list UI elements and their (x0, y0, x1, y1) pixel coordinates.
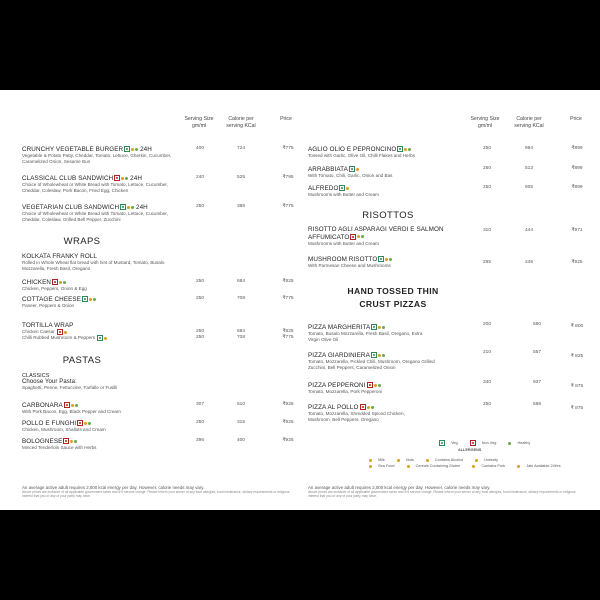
menu-item-classical-club-sandwich (22, 175, 302, 193)
serving-size: 295 (482, 260, 491, 265)
non-veg-icon (57, 329, 63, 335)
veg-icon (397, 146, 403, 152)
milk-icon (369, 459, 372, 462)
price: ₹925 (571, 260, 583, 265)
allergen-icon (59, 281, 62, 284)
item-name: PIZZA GIARDINIERA (308, 352, 370, 359)
unfaxity-icon (475, 459, 478, 462)
item-name: PIZZA MARGHERITA (308, 324, 371, 331)
veg-icon (124, 146, 130, 152)
item-name: VEGETARIAN CLUB SANDWICH (22, 204, 120, 211)
allergens-title: ALLERGENS (458, 448, 482, 452)
item-name: PIZZA AL POLLO (308, 404, 359, 411)
legend-veg: Veg (451, 441, 458, 445)
legend-gluten: Cereals Containing Gluten (415, 464, 461, 468)
allergen-icon (382, 326, 385, 329)
pastas-section-title: PASTAS (62, 355, 102, 366)
item-description: Chicken Caesar (22, 329, 55, 335)
24h-tag: 24H (130, 175, 143, 182)
legend-non-veg: Non Veg (481, 441, 497, 445)
price: ₹925 (282, 438, 294, 443)
menu-item-arrabbiata (308, 166, 588, 179)
allergen-legend-row-1 (368, 458, 508, 462)
price: ₹925 (282, 402, 294, 407)
legend-nuts: Nuts (405, 458, 414, 462)
allergen-icon (131, 206, 134, 209)
serving-size: 250 (195, 420, 204, 425)
allergen-icon (70, 440, 73, 443)
item-description: Tomato, Mozzarella, Pickled Chili, Mushroom, Oregano Grilled Zucchini, Bell Peppers, Caramelized Onion (308, 359, 435, 370)
item-description: Tomato, Mozzarella, Pork Pepperoni (308, 389, 383, 394)
allergen-icon (367, 406, 370, 409)
item-description: Chicken, Peppers, Onion & Egg (22, 286, 87, 291)
menu-item-classics (22, 373, 302, 391)
legend-healthy: Healthy (517, 441, 531, 445)
item-description: Mushrooms with Butter and Cream (308, 241, 379, 246)
legend-alcohol: Contains Alcohol (434, 458, 464, 462)
serving-size: 250 (195, 204, 204, 209)
item-description: Tomato, Busalo Mozzarella, Fresh Basil, Oregano, Extra Virgin Olive Oil (308, 331, 423, 342)
serving-size: 396 (195, 438, 204, 443)
price: ₹899 (571, 146, 583, 151)
legend-jain: Jain Available 24Hrs (526, 464, 561, 468)
legend-milk: Milk (378, 458, 385, 462)
non-veg-icon (350, 234, 356, 240)
allergen-icon (125, 177, 128, 180)
non-veg-icon (64, 402, 70, 408)
calorie: 724 (236, 146, 245, 151)
price: ₹775 (282, 146, 294, 151)
menu-item-pizza-al-pollo (308, 404, 588, 422)
calorie-footnote (308, 485, 578, 498)
risottos-section-title: RISOTTOS (362, 210, 414, 221)
item-description: With Parmesan Cheese and Mushrooms (308, 263, 391, 268)
item-description: Choice of Wholewheat or White Bread with Tomato, Lettuce, Cucumber, Cheddar, Coleslaw, Pork Bacon, Fried Egg, Chicken (22, 182, 168, 193)
gluten-icon (407, 465, 410, 468)
calorie: 557 (532, 350, 541, 355)
allergen-icon (371, 406, 374, 409)
menu-item-pizza-pepperoni (308, 382, 588, 395)
veg-icon (97, 335, 103, 341)
allergen-icon (346, 187, 349, 190)
price: ₹ 875 (570, 406, 584, 411)
item-name: CHICKEN (22, 279, 52, 286)
veg-icon (82, 296, 88, 302)
allergen-icon (404, 148, 407, 151)
24h-tag: 24H (135, 204, 148, 211)
veg-icon (378, 256, 384, 262)
menu-item-bolognese (22, 438, 302, 451)
menu-item-crunchy-vegetable-burger (22, 146, 302, 164)
serving-size: 250 (195, 296, 204, 301)
menu-item-tortilla-wrap (22, 322, 302, 341)
allergen-icon (356, 168, 359, 171)
non-veg-icon (367, 382, 373, 388)
allergen-icon (84, 422, 87, 425)
allergen-icon (131, 148, 134, 151)
menu-item-vegetarian-club-sandwich (22, 204, 302, 222)
item-description: Rolled in Whole Wheat flat bread with hint of Mustard, Tomato, Busalo Mozzarella, Fresh Basil, Oregano (22, 260, 165, 271)
calorie: 684 (236, 329, 245, 334)
allergen-icon (74, 440, 77, 443)
calorie: 708 (236, 335, 245, 340)
veg-icon (349, 166, 355, 172)
jain-icon (517, 465, 520, 468)
footer-text: An average active adult requires 2,000 kcal energy per day. However, calorie needs may vary. (308, 485, 491, 490)
price: ₹775 (282, 335, 294, 340)
healthy-icon (508, 442, 511, 445)
price: ₹971 (571, 228, 583, 233)
allergen-icon (89, 298, 92, 301)
serving-size-header: Serving Size gm/ml (184, 116, 214, 129)
allergen-icon (361, 235, 364, 238)
legend-seafood: Sea Food (378, 464, 395, 468)
calorie: 994 (524, 146, 533, 151)
allergen-icon (378, 326, 381, 329)
price: ₹795 (282, 175, 294, 180)
item-name: BOLOGNESE (22, 438, 63, 445)
item-description: Chicken, Mushroom, Shallots and Cream (22, 427, 106, 432)
price: ₹925 (282, 420, 294, 425)
item-name: AGLIO OLIO E PEPRONCINO (308, 146, 397, 153)
calorie: 400 (236, 438, 245, 443)
price: ₹825 (282, 279, 294, 284)
item-description: Minced Tenderloin Sauce with Herbs (22, 445, 97, 450)
allergen-icon (121, 177, 124, 180)
allergen-icon (93, 298, 96, 301)
serving-size: 250 (482, 166, 491, 171)
menu-item-risotto-asparagi (308, 226, 588, 247)
allergen-icon (104, 337, 107, 340)
calorie: 580 (532, 322, 541, 327)
price-header: Price (280, 116, 292, 122)
allergen-icon (88, 422, 91, 425)
allergen-icon (135, 148, 138, 151)
allergen-icon (378, 354, 381, 357)
price: ₹ 825 (570, 354, 584, 359)
serving-size: 307 (195, 402, 204, 407)
serving-size: 250 (195, 279, 204, 284)
item-name: POLLO E FUNGHI (22, 420, 77, 427)
allergen-icon (63, 281, 66, 284)
item-name: RISOTTO AGLI ASPARAGI VERDI E SALMON AFFUMICATO (308, 226, 444, 241)
veg-icon (339, 185, 345, 191)
menu-item-pizza-giardiniera (308, 352, 588, 370)
non-veg-icon (77, 420, 83, 426)
non-veg-icon (52, 279, 58, 285)
calorie: 598 (532, 402, 541, 407)
item-description: Tomato, Mozzarella, Shredded Spiced Chicken, Mushroom, Bell Peppers, Oregano (308, 411, 405, 422)
menu-item-alfredo (308, 185, 588, 198)
footer-text: An average active adult requires 2,000 kcal energy per day. However, calorie needs may vary. (22, 485, 205, 490)
item-description: Chilli Rubbed Mushroom & Peppers (22, 335, 96, 341)
price-header: Price (570, 116, 582, 122)
menu-item-aglio-olio (308, 146, 588, 159)
item-name: MUSHROOM RISOTTO (308, 256, 378, 263)
calorie: 525 (236, 175, 245, 180)
item-name: COTTAGE CHEESE (22, 296, 82, 303)
item-description: Vegetable & Potato Patty, Cheddar, Tomato, Lettuce, Gherkin, Cucumber, Caramelized Onion, Sesame Bun (22, 153, 172, 164)
price: ₹825 (282, 329, 294, 334)
item-description: Spaghetti, Penne, Fettuccine, Farfalle or Fusilli (22, 385, 118, 390)
menu-item-pizza-margherita (308, 324, 588, 342)
item-description: Choice of Wholewheat or White Bread with Tomato, Lettuce, Cucumber, Cheddar, Coleslaw, Grilled Bell Pepper, Zucchini (22, 211, 168, 222)
item-description: With Tomato, Chili, Garlic, Onion and Bas (308, 173, 393, 178)
serving-size: 250 (195, 335, 204, 340)
item-name: ARRABBIATA (308, 166, 348, 173)
serving-size: 340 (482, 380, 491, 385)
item-name: TORTILLA WRAP (22, 322, 74, 329)
allergen-icon (374, 384, 377, 387)
legend-unfaxity: Unfaxity (484, 458, 499, 462)
item-name: ALFREDO (308, 185, 339, 192)
calorie-header: Calorie per serving KCal (226, 116, 256, 129)
price: ₹775 (282, 296, 294, 301)
serving-size-header: Serving Size gm/ml (470, 116, 500, 129)
nuts-icon (397, 459, 400, 462)
price: ₹ 800 (570, 324, 584, 329)
item-name: KOLKATA FRANKY ROLL (22, 253, 98, 260)
serving-size: 200 (482, 322, 491, 327)
price: ₹899 (571, 185, 583, 190)
price: ₹775 (282, 204, 294, 209)
allergen-legend-row-2 (368, 464, 571, 468)
pork-icon (472, 465, 475, 468)
allergen-icon (385, 258, 388, 261)
calorie: 937 (532, 380, 541, 385)
24h-tag: 24H (140, 146, 152, 153)
allergen-icon (71, 404, 74, 407)
allergen-icon (357, 235, 360, 238)
item-subtitle: Choose Your Pasta: (22, 379, 77, 385)
calorie-header: Calorie per serving KCal (514, 116, 544, 129)
calorie: 444 (524, 228, 533, 233)
veg-icon (439, 440, 445, 446)
allergen-icon (389, 258, 392, 261)
serving-size: 210 (482, 350, 491, 355)
calorie: 513 (524, 166, 533, 171)
footer-small-print: Above prices are inclusive of all applicable government taxes and 5% service charge. Please inform your server of any food allergies, food intolerance, dietary requirements or religious interest that you or any of your party may have. (308, 490, 576, 499)
menu-item-mushroom-risotto (308, 256, 588, 269)
calorie: 610 (236, 402, 245, 407)
allergen-icon (382, 354, 385, 357)
item-name: CRUNCHY VEGETABLE BURGER (22, 146, 124, 153)
allergen-icon (75, 404, 78, 407)
calorie: 605 (524, 185, 533, 190)
item-name: CARBONARA (22, 402, 63, 409)
alcohol-icon (426, 459, 429, 462)
serving-size: 310 (482, 228, 491, 233)
serving-size: 250 (482, 146, 491, 151)
calorie: 708 (236, 296, 245, 301)
non-veg-icon (114, 175, 120, 181)
serving-size: 250 (482, 185, 491, 190)
item-description: With Pork Bacon, Egg, Black Pepper and Cream (22, 409, 121, 414)
seafood-icon (369, 465, 372, 468)
serving-size: 250 (482, 402, 491, 407)
diet-legend (438, 440, 540, 446)
price: ₹899 (571, 166, 583, 171)
allergen-icon (378, 384, 381, 387)
allergen-icon (64, 331, 67, 334)
serving-size: 250 (195, 329, 204, 334)
wraps-section-title: WRAPS (63, 236, 101, 247)
non-veg-icon (360, 404, 366, 410)
price: ₹ 875 (570, 384, 584, 389)
serving-size: 240 (195, 175, 204, 180)
menu-item-pollo-e-funghi (22, 420, 302, 433)
serving-size: 400 (195, 146, 204, 151)
item-name: CLASSICS (22, 373, 50, 379)
legend-pork: Contains Pork (481, 464, 506, 468)
item-name: PIZZA PEPPERONI (308, 382, 366, 389)
menu-item-cottage-cheese-roll (22, 296, 302, 309)
item-name: CLASSICAL CLUB SANDWICH (22, 175, 114, 182)
item-description: Paneer, Peppers & Onion (22, 303, 75, 308)
calorie: 315 (236, 420, 245, 425)
allergen-icon (127, 206, 130, 209)
calorie-footnote (22, 485, 292, 498)
menu-item-carbonara (22, 402, 302, 415)
item-description: Mushrooms with Butter and Cream (308, 192, 379, 197)
veg-icon (120, 204, 126, 210)
allergen-icon (408, 148, 411, 151)
non-veg-icon (470, 440, 476, 446)
veg-icon (371, 324, 377, 330)
calorie: 245 (524, 260, 533, 265)
footer-small-print: Above prices are inclusive of all applicable government taxes and 5% service charge. Please inform your server of any food allergies, food intolerance, dietary requirements or religious interest that you or any of your party may have. (22, 490, 290, 499)
menu-item-chicken-roll (22, 279, 302, 292)
pizzas-section-title: HAND TOSSED THIN CRUST PIZZAS (347, 286, 439, 309)
menu-page (0, 90, 600, 510)
calorie: 684 (236, 279, 245, 284)
calorie: 388 (236, 204, 245, 209)
non-veg-icon (63, 438, 69, 444)
menu-item-kolkata-franky-roll (22, 253, 302, 271)
item-description: Tossed with Garlic, Olive Oil, Chilli Flakes and Herbs (308, 153, 415, 158)
veg-icon (371, 352, 377, 358)
